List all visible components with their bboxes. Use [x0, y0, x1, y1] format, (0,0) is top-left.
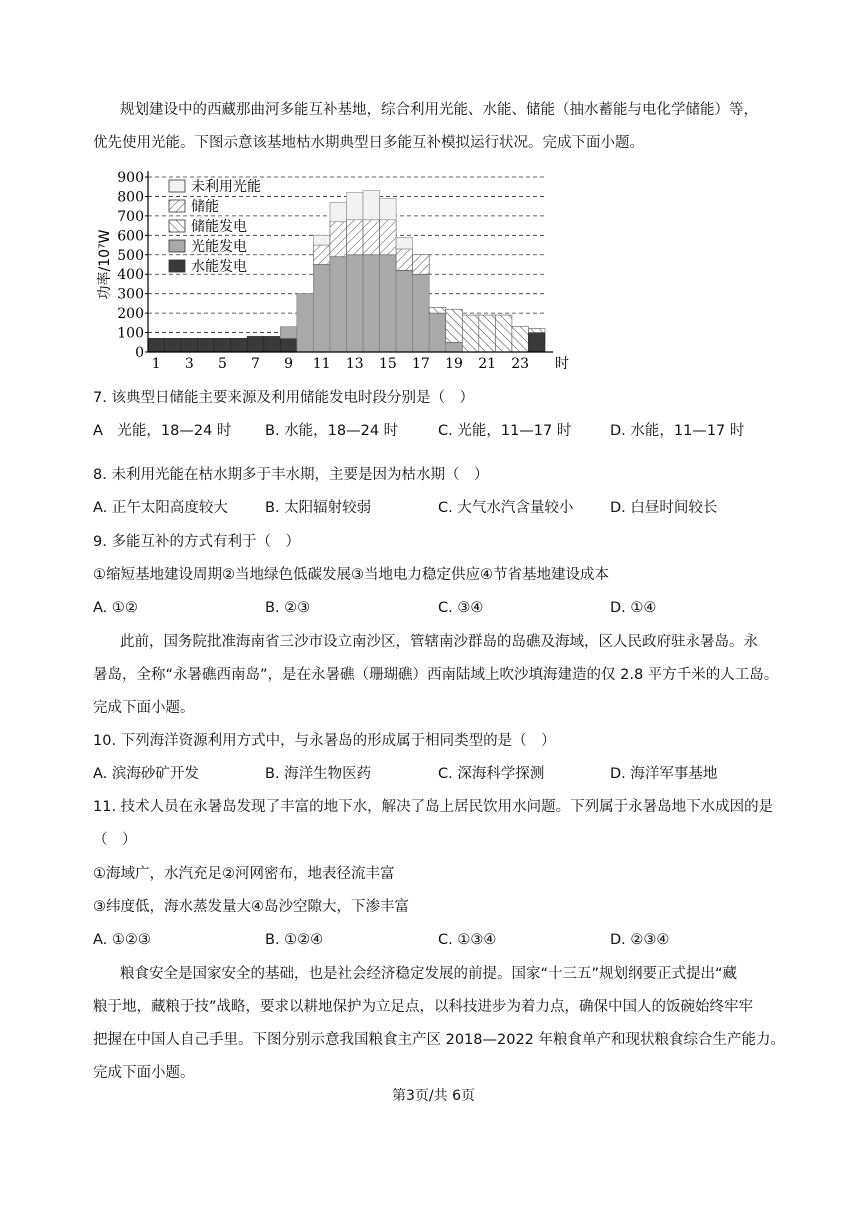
- y-tick-label: 500: [117, 247, 144, 264]
- question-11-statements-1: ①海域广，水汽充足②河网密布，地表径流丰富: [93, 866, 395, 882]
- legend-label: 光能发电: [191, 239, 247, 255]
- q8-option-c[interactable]: C. 大气水汽含量较小: [438, 500, 574, 516]
- q9-option-c[interactable]: C. ③④: [438, 600, 484, 616]
- y-tick-label: 200: [117, 306, 144, 323]
- y-tick-label: 700: [117, 208, 144, 225]
- legend-label: 未利用光能: [191, 179, 261, 195]
- x-tick-label: 19: [445, 356, 463, 372]
- legend-swatch: [169, 240, 185, 252]
- q7-option-c[interactable]: C. 光能，11—17 时: [438, 423, 572, 439]
- q11-option-d[interactable]: D. ②③④: [610, 932, 670, 948]
- paragraph-2-line-2: 暑岛，全称“永暑礁西南岛”，是在永暑礁（珊瑚礁）西南陆域上吹沙填海建造的仅 2.8 平方千米的人工岛。: [93, 667, 779, 683]
- x-tick-label: 13: [345, 356, 364, 372]
- paragraph-3-line-4: 完成下面小题。: [93, 1065, 195, 1081]
- x-tick-label: 21: [478, 356, 497, 372]
- legend-swatch: [169, 220, 185, 232]
- paragraph-3-line-3: 把握在中国人自己手里。下图分别示意我国粮食主产区 2018—2022 年粮食单产和现状粮食综合生产能力。: [93, 1032, 786, 1048]
- bar-hydro-h8: [264, 336, 281, 352]
- q11-option-b[interactable]: B. ①②④: [265, 932, 324, 948]
- y-axis-label: 功率/10⁷W: [97, 229, 113, 300]
- y-tick-label: 400: [117, 267, 144, 284]
- bar-storage-in-h14: [363, 220, 380, 255]
- question-11-statements-2: ③纬度低，海水蒸发量大④岛沙空隙大，下渗丰富: [93, 899, 409, 915]
- legend-swatch: [169, 260, 185, 272]
- q10-option-d[interactable]: D. 海洋军事基地: [610, 766, 718, 782]
- q9-option-d[interactable]: D. ①④: [610, 600, 657, 616]
- bar-hydro-h1: [148, 338, 165, 352]
- y-tick-label: 600: [117, 228, 144, 245]
- y-tick-label: 800: [117, 189, 144, 206]
- bar-storage-out-h23: [512, 327, 529, 352]
- question-10-stem: 10. 下列海洋资源利用方式中，与永暑岛的形成属于相同类型的是（ ）: [93, 733, 556, 749]
- bar-hydro-h6: [231, 338, 248, 352]
- bar-hydro-h7: [247, 336, 264, 352]
- q8-option-a[interactable]: A. 正午太阳高度较大: [93, 500, 228, 516]
- bar-storage-in-h16: [396, 249, 413, 270]
- q10-option-a[interactable]: A. 滨海砂矿开发: [93, 766, 199, 782]
- bar-storage-out-h18: [429, 307, 446, 313]
- paragraph-1-line-1: 规划建设中的西藏那曲河多能互补基地，综合利用光能、水能、储能（抽水蓄能与电化学储能）等，: [120, 102, 758, 118]
- paragraph-2-line-3: 完成下面小题。: [93, 700, 195, 716]
- bar-solar-h12: [330, 257, 347, 352]
- paragraph-3-line-2: 粮于地，藏粮于技”战略，要求以耕地保护为立足点，以科技进步为着力点，确保中国人的饭碗始终牢牢: [93, 999, 754, 1015]
- bar-solar-h9: [280, 327, 297, 339]
- bar-storage-out-h24: [528, 329, 545, 333]
- bar-unused-h15: [380, 198, 397, 219]
- bar-solar-h18: [429, 313, 446, 352]
- paragraph-2-line-1: 此前，国务院批准海南省三沙市设立南沙区，管辖南沙群岛的岛礁及海域，区人民政府驻永暑岛。永: [120, 634, 758, 650]
- bar-storage-in-h17: [413, 255, 430, 274]
- question-7-stem: 7. 该典型日储能主要来源及利用储能发电时段分别是（ ）: [93, 390, 474, 406]
- bar-solar-h15: [380, 255, 397, 352]
- x-tick-label: 15: [378, 356, 397, 372]
- bar-storage-in-h13: [347, 220, 364, 255]
- power-chart: [95, 165, 575, 375]
- y-tick-label: 100: [117, 325, 144, 342]
- bar-solar-h17: [413, 274, 430, 352]
- bar-solar-h10: [297, 294, 314, 352]
- x-tick-label: 7: [251, 356, 260, 372]
- bar-solar-h16: [396, 270, 413, 352]
- paragraph-3-line-1: 粮食安全是国家安全的基础，也是社会经济稳定发展的前提。国家“十三五”规划纲要正式提出“藏: [120, 966, 738, 982]
- q10-option-c[interactable]: C. 深海科学探测: [438, 766, 545, 782]
- x-tick-label: 3: [184, 356, 194, 372]
- legend-label: 储能发电: [191, 219, 247, 235]
- q7-option-a[interactable]: A 光能，18—24 时: [93, 423, 232, 439]
- bar-storage-out-h20: [462, 315, 479, 352]
- y-tick-label: 900: [117, 170, 144, 186]
- q7-option-b[interactable]: B. 水能，18—24 时: [265, 423, 399, 439]
- y-tick-label: 0: [135, 345, 144, 361]
- q9-option-b[interactable]: B. ②③: [265, 600, 311, 616]
- q9-option-a[interactable]: A. ①②: [93, 600, 138, 616]
- x-axis-label: 时: [555, 356, 569, 372]
- bar-unused-h11: [313, 235, 330, 245]
- question-9-stem: 9. 多能互补的方式有利于（ ）: [93, 534, 300, 550]
- bar-unused-h13: [347, 193, 364, 220]
- bar-hydro-h4: [198, 338, 215, 352]
- q11-option-c[interactable]: C. ①③④: [438, 932, 497, 948]
- question-11-stem-cont: （ ）: [93, 832, 137, 848]
- legend-label: 水能发电: [191, 259, 247, 275]
- bar-unused-h14: [363, 191, 380, 220]
- q11-option-a[interactable]: A. ①②③: [93, 932, 151, 948]
- bar-hydro-h9: [280, 338, 297, 352]
- x-tick-label: 17: [412, 356, 430, 372]
- y-tick-label: 300: [117, 286, 144, 303]
- bar-solar-h11: [313, 265, 330, 353]
- bar-solar-h14: [363, 255, 380, 352]
- question-8-stem: 8. 未利用光能在枯水期多于丰水期，主要是因为枯水期（ ）: [93, 467, 489, 483]
- bar-unused-h16: [396, 237, 413, 249]
- bar-storage-in-h12: [330, 222, 347, 257]
- q7-option-d[interactable]: D. 水能，11—17 时: [610, 423, 745, 439]
- bar-storage-in-h11: [313, 245, 330, 264]
- paragraph-1-line-2: 优先使用光能。下图示意该基地枯水期典型日多能互补模拟运行状况。完成下面小题。: [93, 135, 644, 151]
- legend-swatch: [169, 200, 185, 212]
- bar-storage-out-h19: [446, 309, 463, 342]
- bar-storage-out-h22: [495, 315, 512, 352]
- page-footer: 第3页/共 6页: [392, 1088, 475, 1104]
- bar-storage-out-h21: [479, 315, 496, 352]
- bar-hydro-h5: [214, 338, 231, 352]
- q8-option-b[interactable]: B. 太阳辐射较弱: [265, 500, 372, 516]
- question-9-statements: ①缩短基地建设周期②当地绿色低碳发展③当地电力稳定供应④节省基地建设成本: [93, 567, 609, 583]
- x-tick-label: 23: [511, 356, 530, 372]
- x-tick-label: 11: [312, 356, 331, 372]
- x-tick-label: 9: [284, 356, 294, 372]
- bar-unused-h12: [330, 202, 347, 221]
- legend-swatch: [169, 180, 185, 192]
- bar-hydro-h2: [165, 338, 182, 352]
- bar-solar-h19: [446, 342, 463, 352]
- question-11-stem: 11. 技术人员在永暑岛发现了丰富的地下水，解决了岛上居民饮用水问题。下列属于永暑岛地下水成因的是: [93, 799, 774, 815]
- bar-hydro-h3: [181, 338, 198, 352]
- legend-label: 储能: [191, 199, 219, 215]
- q10-option-b[interactable]: B. 海洋生物医药: [265, 766, 372, 782]
- bar-storage-in-h15: [380, 220, 397, 255]
- q8-option-d[interactable]: D. 白昼时间较长: [610, 500, 718, 516]
- bar-hydro-h24: [528, 333, 545, 352]
- x-tick-label: 1: [151, 356, 161, 372]
- x-tick-label: 5: [217, 356, 227, 372]
- bar-solar-h13: [347, 255, 364, 352]
